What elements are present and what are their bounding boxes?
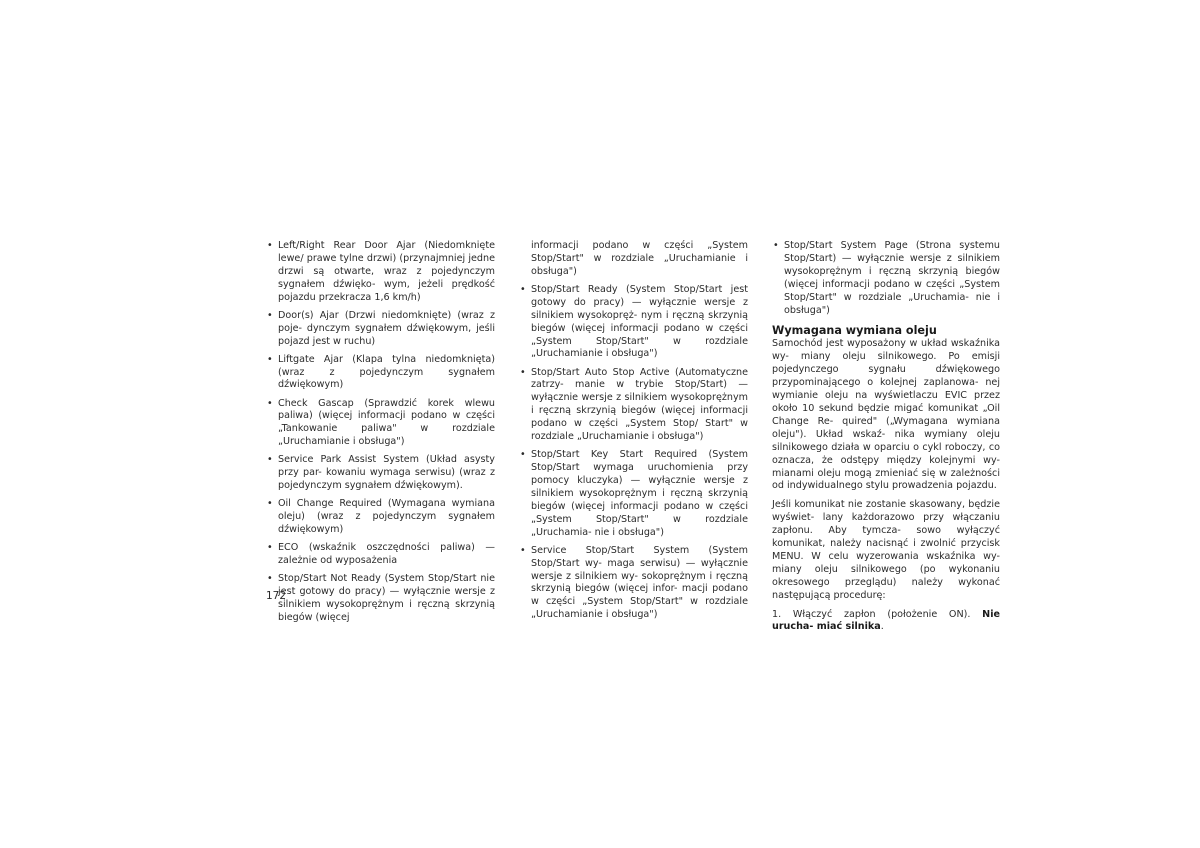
bullet-icon: • — [267, 454, 273, 466]
paragraph-message-reset: Jeśli komunikat nie zostanie skasowany, będzie wyświet- lany każdorazowo przy włączaniu zapłonu. Aby tymcza- sowo wyłączyć komunikat, należy nacisnąć i zwolnić przycisk MENU. W celu wyzerowania wskaźnika wy- miany oleju silnikowego (po wykonaniu okresowego przeglądu) należy wykonać następującą procedurę: — [772, 499, 1000, 601]
list-item-text: Service Stop/Start System (System Stop/Start wy- maga serwisu) — wyłącznie wersje z silnikiem wy- sokoprężnym i ręczną skrzynią biegów (więcej infor- macji podano w części „System Stop/Start" w rozdziale „Uruchamianie i obsługa") — [531, 544, 748, 621]
list-item-text: Liftgate Ajar (Klapa tylna niedomknięta) (wraz z pojedynczym sygnałem dźwiękowym) — [278, 353, 495, 391]
indicator-list-3 — [772, 240, 1000, 317]
list-item — [266, 573, 495, 625]
list-item — [519, 545, 748, 622]
list-item-text: Oil Change Required (Wymagana wymiana oleju) (wraz z pojedynczym sygnałem dźwiękowym) — [278, 498, 495, 536]
list-item — [266, 542, 495, 568]
procedure-step-1 — [772, 609, 1000, 635]
bullet-icon: • — [267, 573, 273, 585]
list-item — [266, 240, 495, 305]
step-text: 1. Włączyć zapłon (położenie ON). — [772, 608, 983, 620]
column-1 — [266, 240, 495, 630]
list-item — [266, 354, 495, 393]
list-item-text: Door(s) Ajar (Drzwi niedomknięte) (wraz z poje- dynczym sygnałem dźwiękowym, jeśli pojazd jest w ruchu) — [278, 309, 495, 347]
bullet-icon: • — [520, 544, 526, 556]
list-item — [266, 310, 495, 349]
list-item — [266, 498, 495, 537]
list-item — [519, 449, 748, 539]
list-item-text: Stop/Start Not Ready (System Stop/Start nie jest gotowy do pracy) — wyłącznie wersje z silnikiem wysokoprężnym i ręczną skrzynią biegów (więcej — [278, 573, 495, 623]
list-item — [519, 367, 748, 444]
paragraph-oil-indicator: Samochód jest wyposażony w układ wskaźnika wy- miany oleju silnikowego. Po emisji pojedynczego sygnału dźwiękowego przypominającego o kolejnej zaplanowa- nej wymianie oleju na wyświetlaczu EVIC przez około 10 sekund będzie migać komunikat „Oil Change Re- quired" („Wymagana wymiana oleju"). Układ wskaź- nika wymiany oleju silnikowego działa w oparciu o cykl roboczy, co oznacza, że odstępy między kolejnymi wy- mianami oleju mogą zmieniać się w zależności od indywidualnego stylu prowadzenia pojazdu. — [772, 338, 1000, 492]
list-item-text: Stop/Start Auto Stop Active (Automatyczne zatrzy- manie w trybie Stop/Start) — wyłącznie wersje z silnikiem wysokoprężnym i ręczną skrzynią biegów (więcej informacji podano w części „System Stop/ Start" w rozdziale „Uruchamianie i obsługa") — [531, 366, 748, 443]
list-item-text: ECO (wskaźnik oszczędności paliwa) — zależnie od wyposażenia — [278, 542, 495, 567]
list-item-text: Check Gascap (Sprawdzić korek wlewu paliwa) (więcej informacji podano w części „Tankowanie paliwa" w rozdziale „Uruchamianie i obsługa") — [278, 397, 495, 448]
list-item — [266, 398, 495, 450]
bullet-icon: • — [267, 542, 273, 554]
step-warning: Nie urucha- miać silnika — [772, 608, 1000, 633]
list-item-text: Service Park Assist System (Układ asysty przy par- kowaniu wymaga serwisu) (wraz z pojedynczym sygnałem dźwiękowym). — [278, 454, 495, 492]
page-number: 172 — [266, 590, 287, 602]
step-end: . — [880, 621, 884, 633]
column-3 — [772, 240, 1000, 640]
bullet-icon: • — [773, 240, 779, 251]
indicator-list-2 — [519, 284, 748, 622]
bullet-icon: • — [520, 366, 526, 378]
bullet-icon: • — [267, 397, 273, 409]
list-item-text: Stop/Start Key Start Required (System Stop/Start wymaga uruchomienia przy pomocy kluczyka) — wyłącznie wersje z silnikiem wysokoprężnym i ręczną skrzynią biegów (więcej informacji podano w części „System Stop/Start" w rozdziale „Uruchamia- nie i obsługa") — [531, 449, 748, 538]
bullet-icon: • — [267, 309, 273, 321]
section-heading: Wymagana wymiana oleju — [772, 324, 937, 338]
list-item-text: Stop/Start System Page (Strona systemu Stop/Start) — wyłącznie wersje z silnikiem wysokoprężnym i ręczną skrzynią biegów (więcej informacji podano w części „System Stop/Start" w rozdziale „Uruchamia- nie i obsługa") — [784, 240, 1000, 316]
list-item-continuation: informacji podano w części „System Stop/Start" w rozdziale „Uruchamianie i obsługa") — [531, 240, 748, 277]
list-item — [266, 454, 495, 493]
bullet-icon: • — [267, 353, 273, 365]
list-item — [772, 240, 1000, 317]
column-2 — [519, 240, 748, 627]
list-item-text: Stop/Start Ready (System Stop/Start jest gotowy do pracy) — wyłącznie wersje z silnikiem wysokopręż- nym i ręczną skrzynią biegów (więcej informacji podano w części „System Stop/Start" w rozdziale „Uruchamianie i obsługa") — [531, 283, 748, 360]
list-item — [519, 284, 748, 361]
bullet-icon: • — [520, 449, 526, 461]
list-item-text: Left/Right Rear Door Ajar (Niedomknięte lewe/ prawe tylne drzwi) (przynajmniej jedne drzwi są otwarte, wraz z pojedynczym sygnałem dźwięko- wym, jeżeli prędkość pojazdu przekracza 1,6 km/h) — [278, 240, 495, 303]
bullet-icon: • — [267, 498, 273, 510]
indicator-list-1 — [266, 240, 495, 625]
bullet-icon: • — [520, 283, 526, 295]
bullet-icon: • — [267, 240, 273, 251]
